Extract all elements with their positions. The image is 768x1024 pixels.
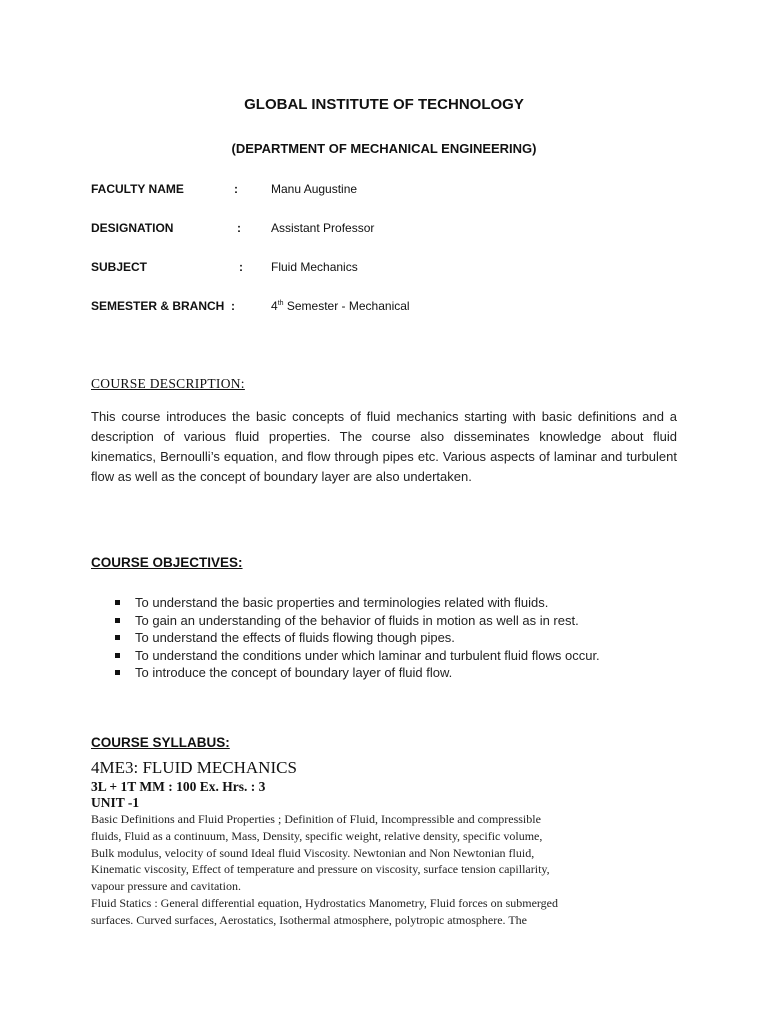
semester-branch: Semester - Mechanical (283, 299, 410, 313)
faculty-colon: : (234, 182, 238, 196)
objective-text: To introduce the concept of boundary layer of fluid flow. (135, 665, 453, 681)
course-meta: 3L + 1T MM : 100 Ex. Hrs. : 3 (91, 779, 266, 794)
syllabus-line: surfaces. Curved surfaces, Aerostatics, Isothermal atmosphere, polytropic atmosphere. The (91, 912, 527, 927)
list-item (113, 664, 713, 682)
department-title: (DEPARTMENT OF MECHANICAL ENGINEERING) (231, 141, 537, 156)
faculty-label: FACULTY NAME (91, 182, 184, 196)
objectives-list (113, 594, 713, 682)
designation-label: DESIGNATION (91, 221, 174, 235)
course-code: 4ME3: FLUID MECHANICS (91, 758, 297, 777)
objective-text: To understand the effects of fluids flowing though pipes. (135, 630, 455, 646)
bullet-icon (115, 653, 120, 658)
semester-label: SEMESTER & BRANCH (91, 299, 225, 313)
faculty-value: Manu Augustine (271, 182, 358, 196)
designation-colon: : (237, 221, 241, 235)
syllabus-line: fluids, Fluid as a continuum, Mass, Density, specific weight, relative density, specific volume, (91, 828, 543, 843)
subject-colon: : (239, 260, 243, 274)
course-objectives-heading: COURSE OBJECTIVES: (91, 555, 243, 570)
course-description-heading: COURSE DESCRIPTION: (91, 376, 245, 391)
bullet-icon (115, 670, 120, 675)
objective-text: To understand the basic properties and terminologies related with fluids. (135, 595, 549, 610)
semester-number: 4 (271, 299, 278, 313)
list-item (113, 612, 713, 630)
syllabus-line: vapour pressure and cavitation. (91, 879, 241, 894)
syllabus-line: Basic Definitions and Fluid Properties ; Definition of Fluid, Incompressible and compressible (91, 812, 541, 826)
unit-heading: UNIT -1 (91, 795, 140, 810)
designation-value: Assistant Professor (271, 221, 375, 235)
subject-value: Fluid Mechanics (271, 260, 358, 274)
subject-label: SUBJECT (91, 260, 148, 274)
semester-colon: : (231, 299, 235, 313)
semester-suffix: th (277, 300, 284, 307)
bullet-icon (115, 635, 120, 640)
list-item (113, 647, 713, 665)
objective-text: To gain an understanding of the behavior of fluids in motion as well as in rest. (135, 612, 579, 628)
course-description-text: This course introduces the basic concepts of fluid mechanics starting with basic definitions and a description of various fluid properties. The course also disseminates knowledge about fluid kinematics, Bernoulli’s equation, and flow through pipes etc. Various aspects of laminar and turbulent flow as well as the concept of boundary layer are also undertaken. (91, 409, 677, 484)
objective-text: To understand the conditions under which laminar and turbulent fluid flows occur. (135, 647, 600, 663)
institute-title: GLOBAL INSTITUTE OF TECHNOLOGY (244, 96, 524, 113)
syllabus-text (91, 811, 651, 929)
bullet-icon (115, 618, 120, 623)
course-syllabus-heading: COURSE SYLLABUS: (91, 735, 230, 750)
list-item (113, 594, 713, 612)
semester-value (271, 299, 410, 313)
syllabus-line: Bulk modulus, velocity of sound Ideal fluid Viscosity. Newtonian and Non Newtonian fluid, (91, 845, 535, 860)
bullet-icon (115, 600, 120, 605)
syllabus-line: Fluid Statics : General differential equation, Hydrostatics Manometry, Fluid forces on submerged (91, 895, 559, 910)
list-item (113, 629, 713, 647)
syllabus-line: Kinematic viscosity, Effect of temperature and pressure on viscosity, surface tension capillarity, (91, 862, 550, 877)
